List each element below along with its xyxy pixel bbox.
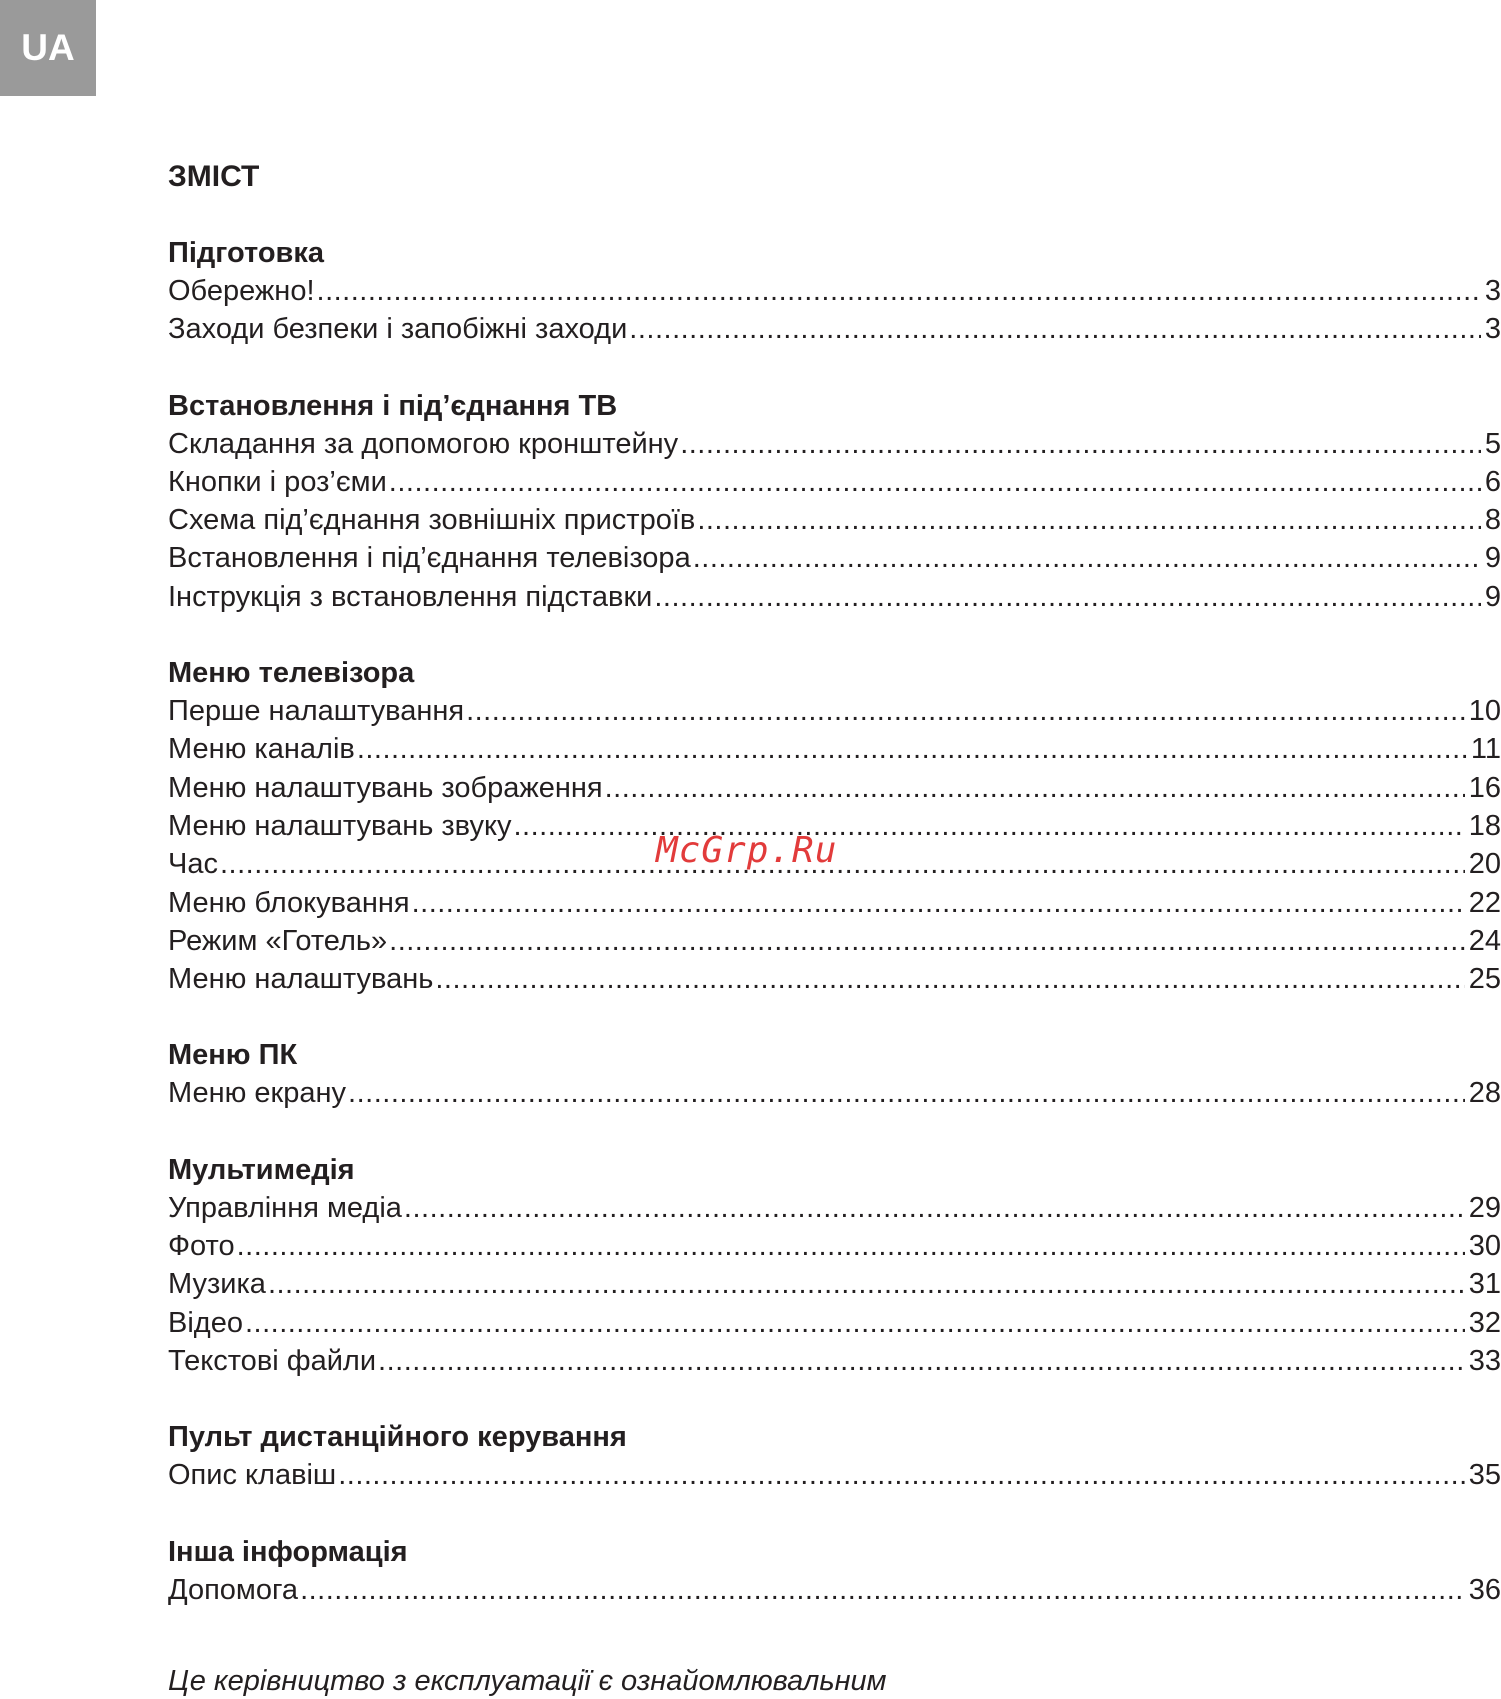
toc-entry-page-number: 33 — [1468, 1344, 1501, 1377]
dot-leader — [348, 1074, 1465, 1112]
toc-title: ЗМІСТ — [168, 160, 260, 193]
toc-entry-page-number: 9 — [1484, 542, 1501, 575]
toc-entry-label: Меню налаштувань зображення — [168, 771, 603, 804]
toc-entry[interactable] — [168, 1227, 1501, 1265]
toc-entry-label: Управління медіа — [168, 1191, 402, 1224]
toc-entry-label: Відео — [168, 1306, 243, 1339]
language-badge: UA — [0, 0, 96, 96]
dot-leader — [378, 1342, 1465, 1380]
toc-section — [168, 234, 1501, 349]
dot-leader — [245, 1304, 1465, 1342]
dot-leader — [317, 272, 1481, 310]
dot-leader — [435, 960, 1464, 998]
toc-entry[interactable] — [168, 769, 1501, 807]
toc-entry-label: Заходи безпеки і запобіжні заходи — [168, 313, 628, 346]
toc-entry[interactable] — [168, 463, 1501, 501]
toc-entry-page-number: 5 — [1484, 427, 1501, 460]
toc-entry[interactable] — [168, 425, 1501, 463]
section-heading: Пульт дистанційного керування — [168, 1421, 627, 1454]
dot-leader — [389, 463, 1481, 501]
toc-entry-page-number: 8 — [1484, 504, 1501, 537]
toc-entry-label: Схема під’єднання зовнішніх пристроїв — [168, 504, 696, 537]
toc-entry-page-number: 3 — [1484, 313, 1501, 346]
dot-leader — [693, 539, 1481, 577]
toc-entry-label: Меню каналів — [168, 733, 355, 766]
dot-leader — [654, 578, 1481, 616]
toc-entry-label: Режим «Готель» — [168, 924, 388, 957]
footnote: Це керівництво з експлуатації є ознайомлювальним — [168, 1665, 887, 1697]
toc-entry[interactable] — [168, 922, 1501, 960]
toc-entry[interactable] — [168, 1342, 1501, 1380]
toc-entry-label: Меню налаштувань — [168, 963, 434, 996]
toc-entry[interactable] — [168, 730, 1501, 768]
dot-leader — [220, 845, 1465, 883]
toc-entry-page-number: 32 — [1468, 1306, 1501, 1339]
toc-entry-label: Складання за допомогою кронштейну — [168, 427, 679, 460]
toc-entry-label: Кнопки і роз’єми — [168, 465, 387, 498]
toc-entry-label: Фото — [168, 1230, 235, 1263]
toc-entry[interactable] — [168, 1189, 1501, 1227]
toc-entry-page-number: 30 — [1468, 1230, 1501, 1263]
dot-leader — [466, 692, 1465, 730]
dot-leader — [300, 1571, 1465, 1609]
toc-sections — [168, 234, 1501, 1609]
toc-section — [168, 387, 1501, 616]
dot-leader — [629, 310, 1481, 348]
section-heading: Встановлення і під’єднання ТВ — [168, 389, 618, 422]
section-heading: Мультимедія — [168, 1153, 355, 1186]
toc-entry[interactable] — [168, 578, 1501, 616]
toc-entry[interactable] — [168, 1571, 1501, 1609]
toc-entry-page-number: 18 — [1468, 809, 1501, 842]
toc-entry-page-number: 20 — [1468, 848, 1501, 881]
dot-leader — [338, 1456, 1465, 1494]
toc-section — [168, 654, 1501, 998]
dot-leader — [357, 730, 1467, 768]
toc-entry-label: Встановлення і під’єднання телевізора — [168, 542, 691, 575]
dot-leader — [404, 1189, 1465, 1227]
toc-entry-label: Опис клавіш — [168, 1459, 337, 1492]
toc-entry[interactable] — [168, 692, 1501, 730]
toc-entry-label: Музика — [168, 1268, 266, 1301]
toc-entry[interactable] — [168, 1074, 1501, 1112]
toc-entry[interactable] — [168, 884, 1501, 922]
toc-entry-page-number: 11 — [1470, 733, 1501, 766]
toc-entry-label: Меню екрану — [168, 1077, 347, 1110]
dot-leader — [680, 425, 1481, 463]
watermark: McGrp.Ru — [656, 830, 838, 871]
toc-entry[interactable] — [168, 1456, 1501, 1494]
toc-section — [168, 1533, 1501, 1609]
toc-entry-page-number: 3 — [1484, 275, 1501, 307]
toc-entry-page-number: 28 — [1468, 1077, 1501, 1110]
toc-entry-label: Обережно! — [168, 275, 315, 307]
toc-section — [168, 1418, 1501, 1494]
toc-entry[interactable] — [168, 539, 1501, 577]
section-heading: Підготовка — [168, 237, 325, 269]
dot-leader — [697, 501, 1481, 539]
dot-leader — [268, 1265, 1465, 1303]
toc-entry[interactable] — [168, 501, 1501, 539]
dot-leader — [412, 884, 1465, 922]
table-of-contents — [168, 158, 1501, 1647]
toc-entry-label: Меню блокування — [168, 886, 410, 919]
toc-entry-page-number: 29 — [1468, 1191, 1501, 1224]
toc-entry-label: Перше налаштування — [168, 695, 465, 728]
toc-entry-page-number: 22 — [1468, 886, 1501, 919]
toc-entry[interactable] — [168, 1304, 1501, 1342]
toc-entry-page-number: 10 — [1468, 695, 1501, 728]
dot-leader — [605, 769, 1465, 807]
toc-entry-page-number: 25 — [1468, 963, 1501, 996]
toc-entry[interactable] — [168, 960, 1501, 998]
section-heading: Інша інформація — [168, 1535, 408, 1568]
toc-entry[interactable] — [168, 1265, 1501, 1303]
toc-entry-label: Меню налаштувань звуку — [168, 809, 512, 842]
toc-entry[interactable] — [168, 272, 1501, 310]
toc-section — [168, 1151, 1501, 1380]
toc-section — [168, 1036, 1501, 1112]
section-heading: Меню телевізора — [168, 657, 415, 690]
toc-entry-page-number: 6 — [1484, 465, 1501, 498]
dot-leader — [389, 922, 1465, 960]
toc-entry-page-number: 35 — [1468, 1459, 1501, 1492]
toc-entry-page-number: 36 — [1468, 1573, 1501, 1606]
toc-entry-page-number: 31 — [1468, 1268, 1501, 1301]
toc-entry-page-number: 16 — [1468, 771, 1501, 804]
toc-entry-page-number: 9 — [1484, 580, 1501, 613]
toc-entry-page-number: 24 — [1468, 924, 1501, 957]
dot-leader — [237, 1227, 1465, 1265]
toc-entry-label: Текстові файли — [168, 1344, 377, 1377]
toc-entry-label: Інструкція з встановлення підставки — [168, 580, 653, 613]
toc-entry-label: Допомога — [168, 1573, 299, 1606]
section-heading: Меню ПК — [168, 1039, 298, 1072]
toc-entry-label: Час — [168, 848, 218, 881]
toc-entry[interactable] — [168, 310, 1501, 348]
